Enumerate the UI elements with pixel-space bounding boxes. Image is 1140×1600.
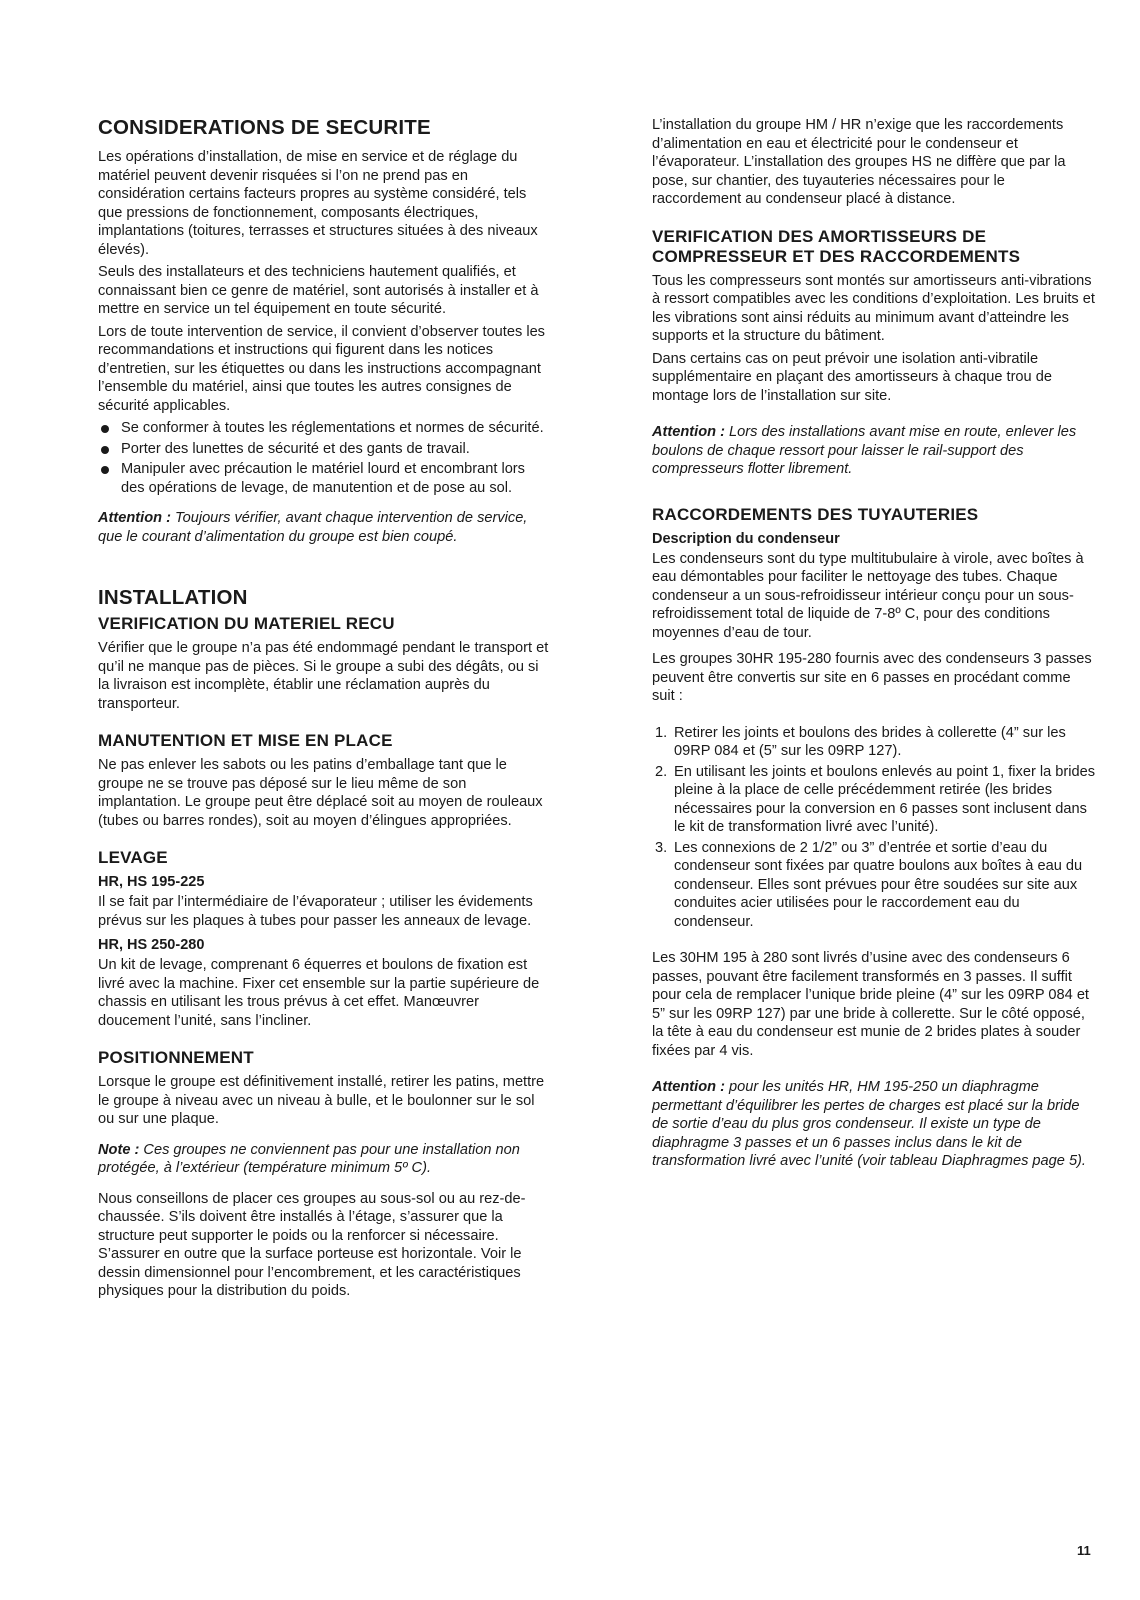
- list-item: 2. En utilisant les joints et boulons enlevés au point 1, fixer la brides pleine à la place de celle précédemment retirée (les brides nécessaires pour la conversion en 6 passes sont inclusent dans le kit de transformation livré avec l’unité).: [655, 763, 1096, 835]
- section-title-installation: INSTALLATION: [98, 586, 248, 609]
- paragraph: Un kit de levage, comprenant 6 équerres et boulons de fixation est livré avec la machine. Fixer cet ensemble sur la partie supérieure de chassis en utilisant les trous prévus à cet effet. Manœuvrer doucement l’unité, sans l’incliner.: [98, 957, 540, 1029]
- paragraph: Tous les compresseurs sont montés sur amortisseurs anti-vibrations à ressort compatibles avec les conditions d’exploitation. Les bruits et les vibrations sont ainsi réduits au minimum avant d’atteindre les supports et la structure du bâtiment.: [652, 272, 1095, 344]
- list-item: 1. Retirer les joints et boulons des brides à collerette (4” sur les 09RP 084 et (5” sur les 09RP 127).: [655, 724, 1066, 759]
- subheading-hr-hs-195-225: HR, HS 195-225: [98, 874, 205, 890]
- note: Note : Ces groupes ne conviennent pas pour une installation non protégée, à l’extérieur (température minimum 5º C).: [98, 1141, 520, 1176]
- paragraph: Les opérations d’installation, de mise en service et de réglage du matériel peuvent devenir risquées si l’on ne prend pas en considération certains facteurs propres au système considéré, tels que pressions de fonctionnement, composants électriques, implantations (toitures, terrasses et structures situées à des niveaux élevés).: [98, 149, 538, 258]
- list-item: 3. Les connexions de 2 1/2” ou 3” d’entrée et sortie d’eau du condenseur sont fixées par quatre boulons aux boîtes à eau du condenseur. Elles sont prévues pour être soudées sur site aux conduites acier utilisées pour le raccordement eau du condenseur.: [655, 839, 1083, 930]
- subheading-description-condenseur: Description du condenseur: [652, 530, 840, 547]
- paragraph: Dans certains cas on peut prévoir une isolation anti-vibratile supplémentaire en plaçant des amortisseurs à chaque trou de montage lors de l’installation sur site.: [652, 350, 1052, 404]
- subheading-hr-hs-250-280: HR, HS 250-280: [98, 937, 205, 953]
- paragraph: Nous conseillons de placer ces groupes au sous-sol ou au rez-de-chaussée. S’ils doivent être installés à l’étage, s’assurer que la structure peut supporter le poids ou la renforcer si nécessaire. S’assurer en outre que la surface porteuse est horizontale. Voir le dessin dimensionnel pour l’encombrement, et les caractéristiques physiques pour la distribution du poids.: [98, 1190, 526, 1299]
- subsection-title-manutention: MANUTENTION ET MISE EN PLACE: [98, 731, 393, 750]
- attention-note: Attention : pour les unités HR, HM 195-250 un diaphragme permettant d’équilibrer les pertes de charges est placé sur la bride de sortie d’eau du plus gros condenseur. Il existe un type de diaphragme 3 passes et un 6 passes inclus dans le kit de transformation livré avec l’unité (voir tableau Diaphragmes page 5).: [652, 1079, 1086, 1169]
- paragraph: Les 30HM 195 à 280 sont livrés d’usine avec des condenseurs 6 passes, pouvant être facilement transformés en 3 passes. Il suffit pour cela de remplacer l’unique bride pleine (4” sur les 09RP 084 et 5” sur les 09RP 127) par une bride à collerette. Sur le côté opposé, la tête à eau du condenseur est munie de 2 brides plates à souder fixées par 4 vis.: [652, 950, 1089, 1059]
- paragraph: Les groupes 30HR 195-280 fournis avec des condenseurs 3 passes peuvent être convertis sur site en 6 passes en procédant comme suit :: [652, 651, 1092, 704]
- attention-note: Attention : Lors des installations avant mise en route, enlever les boulons de chaque ressort pour laisser le rail-support des compresseurs flotter librement.: [652, 424, 1077, 477]
- paragraph: Seuls des installateurs et des techniciens hautement qualifiés, et connaissant bien ce genre de matériel, sont autorisés à installer et à mettre en service un tel équipement en toute sécurité.: [98, 264, 539, 317]
- paragraph: Ne pas enlever les sabots ou les patins d’emballage tant que le groupe ne se trouve pas déposé sur le lieu même de son implantation. Le groupe peut être déplacé soit au moyen de rouleaux (tubes ou barres rondes), soit au moyen d’élingues appropriées.: [98, 757, 543, 829]
- bullet-icon: [101, 446, 109, 454]
- bullet-item: Manipuler avec précaution le matériel lourd et encombrant lors des opérations de levage, de manutention et de pose au sol.: [98, 460, 550, 497]
- bullet-icon: [101, 425, 109, 433]
- conversion-steps-list: [652, 724, 1097, 932]
- paragraph: Il se fait par l’intermédiaire de l’évaporateur ; utiliser les évidements prévus sur les plaques à tubes pour passer les anneaux de levage.: [98, 894, 533, 929]
- attention-note: Attention : Toujours vérifier, avant chaque intervention de service, que le courant d’alimentation du groupe est bien coupé.: [98, 510, 528, 545]
- safety-bullet-list: [98, 419, 550, 497]
- section-title-amortisseurs: VERIFICATION DES AMORTISSEURS DE COMPRESSEUR ET DES RACCORDEMENTS: [652, 226, 1021, 266]
- paragraph: Les condenseurs sont du type multitubulaire à virole, avec boîtes à eau démontables pour faciliter le nettoyage des tubes. Chaque condenseur a un sous-refroidisseur intérieur conçu pour un sous-refroidissement total de liquide de 7-8º C, pour des conditions moyennes d’eau de tour.: [652, 550, 1084, 641]
- left-column: [98, 116, 550, 1305]
- subsection-title-verification: VERIFICATION DU MATERIEL RECU: [98, 614, 395, 633]
- paragraph: Vérifier que le groupe n’a pas été endommagé pendant le transport et qu’il ne manque pas de pièces. Si le groupe a subi des dégâts, ou si la livraison est incomplète, établir une réclamation auprès du transporteur.: [98, 640, 549, 712]
- bullet-item: Se conformer à toutes les réglementations et normes de sécurité.: [98, 419, 550, 438]
- subsection-title-levage: LEVAGE: [98, 848, 168, 867]
- page-number: 11: [1077, 1543, 1091, 1558]
- bullet-item: Porter des lunettes de sécurité et des gants de travail.: [98, 440, 550, 459]
- subsection-title-positionnement: POSITIONNEMENT: [98, 1048, 254, 1067]
- paragraph: Lorsque le groupe est définitivement installé, retirer les patins, mettre le groupe à niveau avec un niveau à bulle, et le boulonner sur le sol ou sur une plaque.: [98, 1074, 545, 1127]
- paragraph: Lors de toute intervention de service, il convient d’observer toutes les recommandations et instructions qui figurent dans les notices d’entretien, sur les étiquettes ou dans les instructions accompagnant l’ensemble du matériel, ainsi que toutes les autres consignes de sécurité applicables.: [98, 323, 545, 414]
- right-column: [652, 116, 1097, 1175]
- bullet-icon: [101, 466, 109, 474]
- paragraph: L’installation du groupe HM / HR n’exige que les raccordements d’alimentation en eau et électricité pour le condenseur et l’évaporateur. L’installation des groupes HS ne diffère que par la pose, sur chantier, des tuyauteries nécessaires pour le raccordement au condenseur placé à distance.: [652, 117, 1066, 207]
- section-title-securite: CONSIDERATIONS DE SECURITE: [98, 116, 431, 139]
- section-title-raccordements: RACCORDEMENTS DES TUYAUTERIES: [652, 504, 979, 524]
